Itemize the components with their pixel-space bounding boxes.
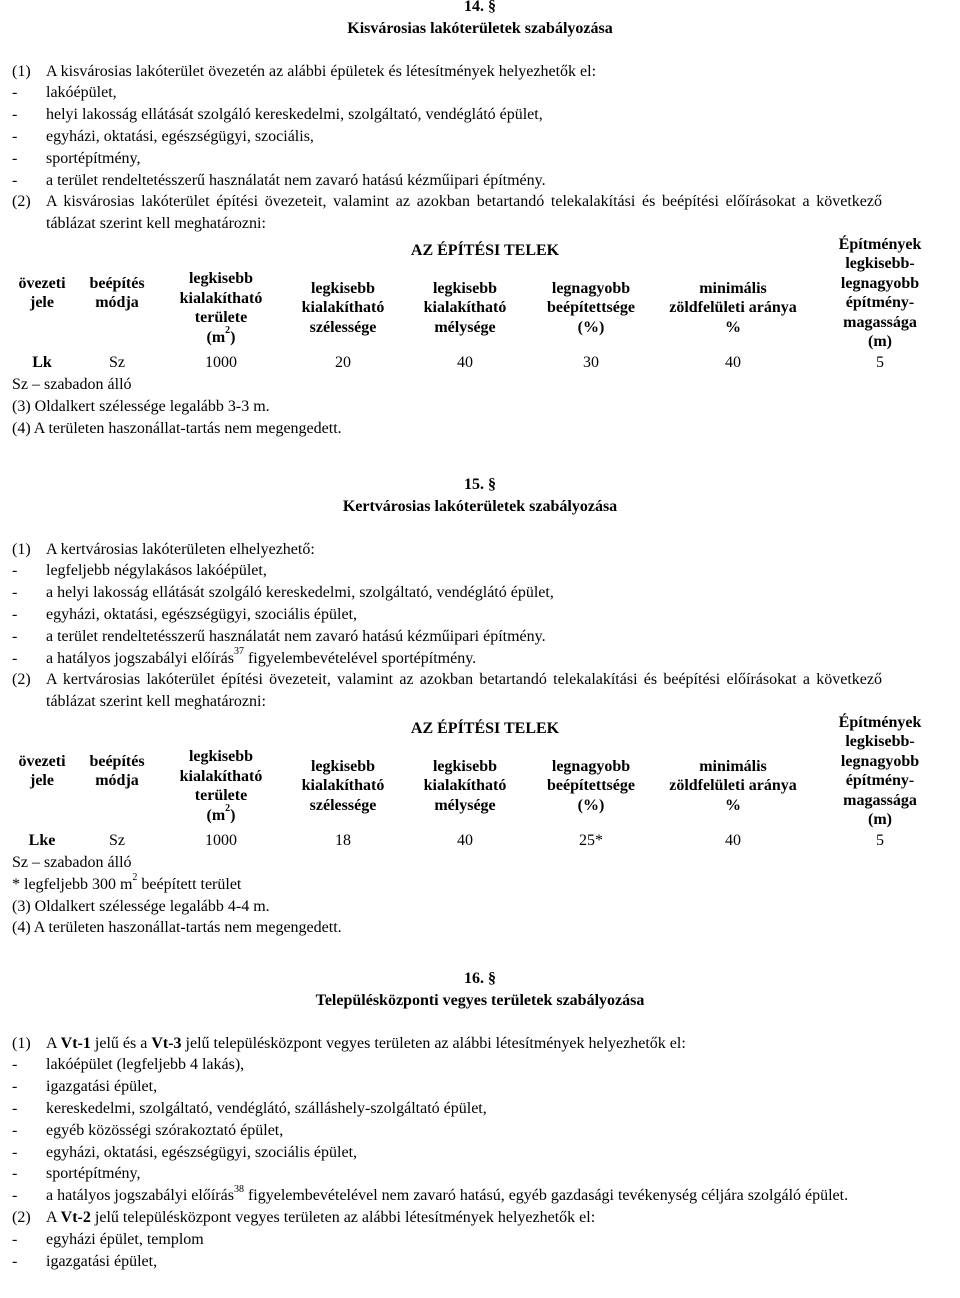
list-item: - a helyi lakosság ellátását szolgáló kereskedelmi, szolgáltató, vendéglátó épület, (12, 584, 554, 602)
paragraph-4: (4) A területen haszonállat-tartás nem megengedett. (12, 919, 342, 937)
paragraph-1: (1) A kisvárosias lakóterület övezetén az alábbi épületek és létesítmények helyezhetők el: (12, 62, 597, 80)
zoning-table-lk (10, 235, 950, 374)
paragraph-2: (2) A kertvárosias lakóterület építési övezeteit, valamint az azokban betartandó telekalakítási és beépítési előírásokat a következő táblázat szerint kell meghatározni: (12, 671, 882, 711)
paragraph-3: (3) Oldalkert szélessége legalább 3-3 m. (12, 397, 270, 415)
col-width: legkisebb kialakítható szélessége (301, 757, 385, 814)
list-item: - sportépítmény, (12, 149, 141, 167)
list-item: - a terület rendeltetésszerű használatát nem zavaró hatású kézműipari építmény. (12, 171, 546, 189)
col-height: Építmények legkisebb- legnagyobb építmény- magassága (m) (838, 713, 922, 829)
list-item: - egyházi, oktatási, egészségügyi, szociális, (12, 127, 314, 145)
section-number: 16. § (464, 970, 496, 987)
list-item: - helyi lakosság ellátását szolgáló kereskedelmi, szolgáltató, vendéglátó épület, (12, 106, 543, 124)
col-density: legnagyobb beépítettsége (%) (547, 279, 635, 336)
col-width: legkisebb kialakítható szélessége (301, 279, 385, 336)
list-item: - egyházi épület, templom (12, 1230, 204, 1248)
col-depth: legkisebb kialakítható mélysége (423, 757, 507, 814)
list-item: - igazgatási épület, (12, 1252, 158, 1270)
list-item: - a hatályos jogszabályi előírás$^{37}$ figyelembevételével sportépítmény. (12, 646, 477, 667)
col-mode: beépítés módja (89, 752, 145, 790)
col-area: legkisebb kialakítható területe $(m^2)$ (179, 748, 263, 824)
col-green: minimális zöldfelületi aránya % (669, 279, 797, 336)
table-footnote: * legfeljebb 300 $m^2$ beépített terület (12, 872, 242, 893)
list-item: - a terület rendeltetésszerű használatát nem zavaró hatású kézműipari építmény. (12, 627, 546, 645)
list-item: - a hatályos jogszabályi előírás$^{38}$ figyelembevételével nem zavaró hatású, egyéb gazdasági tevékenység céljára szolgáló épület. (12, 1183, 849, 1205)
section-number: 15. § (464, 476, 496, 493)
list-item: - legfeljebb négylakásos lakóépület, (12, 562, 267, 580)
col-density: legnagyobb beépítettsége (%) (547, 757, 635, 814)
paragraph-2: (2) A Vt-2 jelű településközpont vegyes területen az alábbi létesítmények helyezhetők el: (12, 1208, 596, 1226)
col-green: minimális zöldfelületi aránya % (669, 757, 797, 814)
section-title: Településközponti vegyes területek szabályozása (315, 991, 645, 1009)
group-header: AZ ÉPÍTÉSI TELEK (410, 720, 560, 738)
paragraph-1: (1) A Vt-1 jelű és a Vt-3 jelű településközpont vegyes területen az alábbi létesítmények helyezhetők el: (12, 1034, 686, 1052)
paragraph-3: (3) Oldalkert szélessége legalább 4-4 m. (12, 897, 270, 915)
paragraph-1: (1) A kertvárosias lakóterületen elhelyezhető: (12, 540, 315, 558)
section-15 (0, 474, 960, 939)
list-item: - lakóépület (legfeljebb 4 lakás), (12, 1056, 245, 1074)
list-item: - lakóépület, (12, 84, 117, 102)
paragraph-4: (4) A területen haszonállat-tartás nem megengedett. (12, 419, 342, 437)
table-row: Lke Sz 1000 18 40 25* 40 5 (28, 831, 885, 849)
col-area: legkisebb kialakítható területe $(m^2)$ (179, 270, 263, 346)
list-item: - egyházi, oktatási, egészségügyi, szociális épület, (12, 605, 358, 623)
list-item: - egyéb közösségi szórakoztató épület, (12, 1121, 284, 1139)
col-zone: övezeti jele (18, 752, 66, 790)
zoning-table-lke (10, 713, 950, 852)
table-row: Lk Sz 1000 20 40 30 40 5 (32, 353, 885, 371)
col-mode: beépítés módja (89, 274, 145, 312)
table-note: Sz – szabadon álló (12, 853, 132, 871)
col-height: Építmények legkisebb- legnagyobb építmény- magassága (m) (838, 235, 922, 351)
table-note: Sz – szabadon álló (12, 375, 132, 393)
col-depth: legkisebb kialakítható mélysége (423, 279, 507, 336)
col-zone: övezeti jele (18, 274, 66, 312)
section-title: Kisvárosias lakóterületek szabályozása (347, 19, 613, 37)
group-header: AZ ÉPÍTÉSI TELEK (410, 242, 560, 260)
paragraph-2: (2) A kisvárosias lakóterület építési övezeteit, valamint az azokban betartandó telekalakítási és beépítési előírásokat a következő táblázat szerint kell meghatározni: (12, 193, 882, 233)
list-item: - igazgatási épület, (12, 1078, 158, 1096)
section-title: Kertvárosias lakóterületek szabályozása (342, 497, 618, 515)
list-item: - egyházi, oktatási, egészségügyi, szociális épület, (12, 1143, 358, 1161)
list-item: - kereskedelmi, szolgáltató, vendéglátó, szálláshely-szolgáltató épület, (12, 1099, 487, 1117)
section-14 (0, 0, 960, 439)
list-item: - sportépítmény, (12, 1165, 141, 1183)
section-number: 14. § (464, 0, 496, 15)
section-16 (0, 968, 960, 1272)
